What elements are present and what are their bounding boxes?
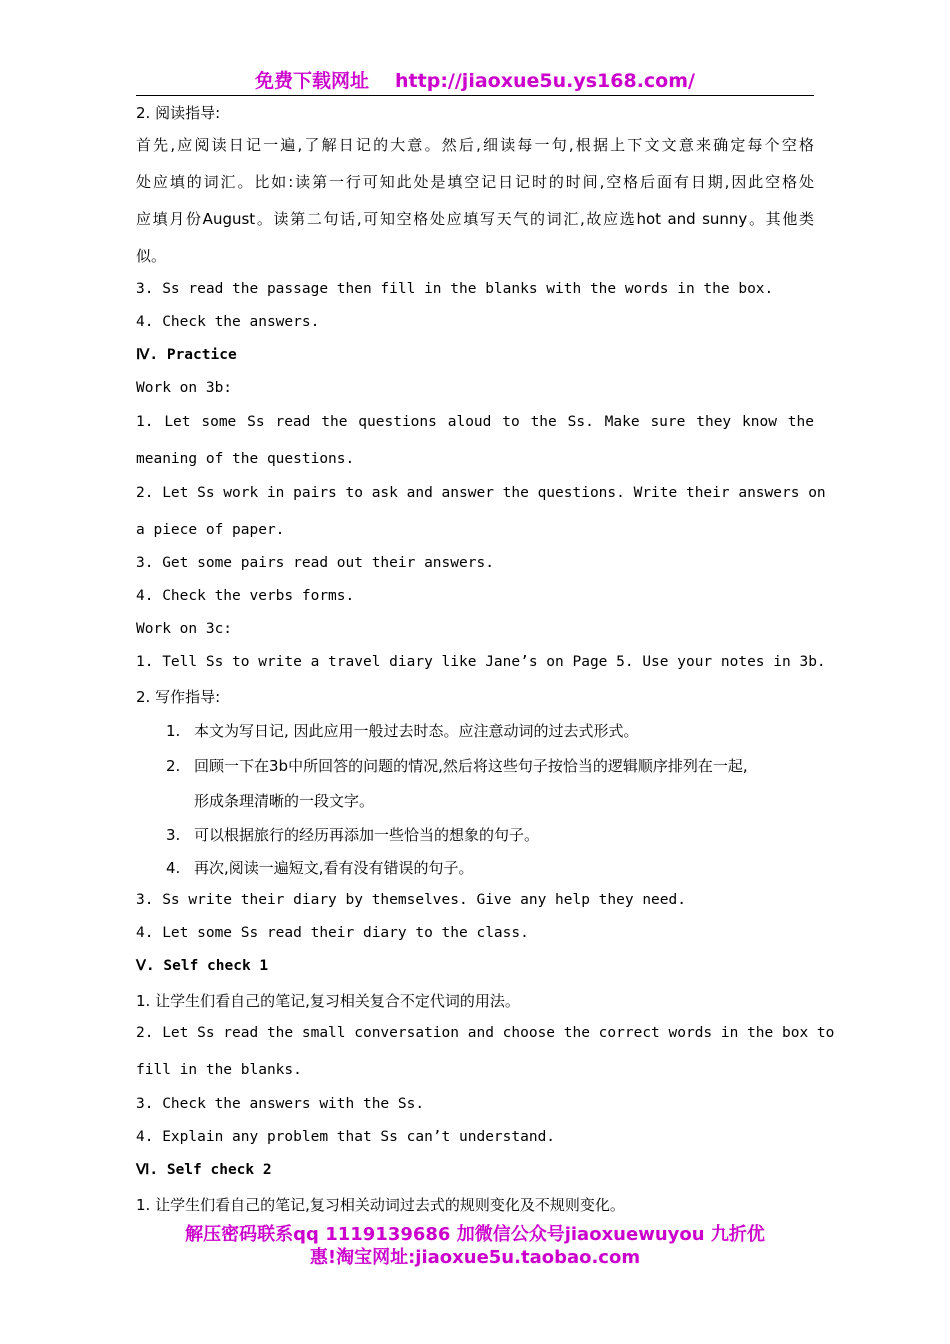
writing-guide-title: 2. 写作指导: bbox=[136, 688, 221, 706]
step-line: 1. 让学生们看自己的笔记,复习相关复合不定代词的用法。 bbox=[136, 992, 520, 1010]
section-heading-self-check-2: Ⅵ. Self check 2 bbox=[136, 1162, 272, 1178]
paragraph-line: 处应填的词汇。比如:读第一行可知此处是填空记日记时的时间,空格后面有日期,因此空格处 bbox=[136, 173, 814, 191]
step-line: 4. Let some Ss read their diary to the class. bbox=[136, 925, 529, 941]
step-line: 4. Check the answers. bbox=[136, 314, 320, 330]
step-line: 1. Let some Ss read the questions aloud to the Ss. Make sure they know the bbox=[136, 414, 814, 430]
header-label: 免费下载网址 bbox=[255, 70, 370, 92]
paragraph-line: 似。 bbox=[136, 247, 167, 265]
footer-line-2: 惠!淘宝网址:jiaoxue5u.taobao.com bbox=[309, 1247, 641, 1268]
step-line: 4. Explain any problem that Ss can’t understand. bbox=[136, 1129, 556, 1145]
step-line: 2. Let Ss work in pairs to ask and answer the questions. Write their answers on bbox=[136, 485, 826, 501]
step-line: 3. Ss read the passage then fill in the blanks with the words in the box. bbox=[136, 281, 774, 297]
footer-line-1: 解压密码联系qq 1119139686 加微信公众号jiaoxuewuyou 九折优 bbox=[185, 1224, 765, 1245]
step-line: 1. Tell Ss to write a travel diary like Jane’s on Page 5. Use your notes in 3b. bbox=[136, 654, 826, 670]
step-line: fill in the blanks. bbox=[136, 1062, 302, 1078]
header-url[interactable]: http://jiaoxue5u.ys168.com/ bbox=[395, 70, 695, 92]
step-line: meaning of the questions. bbox=[136, 451, 355, 467]
step-line: 3. Check the answers with the Ss. bbox=[136, 1096, 425, 1112]
reading-guide-title: 2. 阅读指导: bbox=[136, 104, 221, 122]
writing-guide-item: 4. 再次,阅读一遍短文,看有没有错误的句子。 bbox=[166, 859, 474, 877]
step-line: 2. Let Ss read the small conversation and choose the correct words in the box to bbox=[136, 1025, 835, 1041]
subheading-3c: Work on 3c: bbox=[136, 621, 233, 637]
step-line: 4. Check the verbs forms. bbox=[136, 588, 355, 604]
writing-guide-item: 2. 回顾一下在3b中所回答的问题的情况,然后将这些句子按恰当的逻辑顺序排列在一起, bbox=[166, 757, 748, 775]
writing-guide-item: 3. 可以根据旅行的经历再添加一些恰当的想象的句子。 bbox=[166, 826, 540, 844]
section-heading-practice: Ⅳ. Practice bbox=[136, 347, 237, 363]
paragraph-line: 应填月份August。读第二句话,可知空格处应填写天气的词汇,故应选hot and sunny。其他类 bbox=[136, 210, 814, 228]
page-header bbox=[136, 66, 814, 93]
header-divider bbox=[136, 95, 814, 96]
subheading-3b: Work on 3b: bbox=[136, 380, 233, 396]
step-line: 1. 让学生们看自己的笔记,复习相关动词过去式的规则变化及不规则变化。 bbox=[136, 1196, 625, 1214]
section-heading-self-check-1: Ⅴ. Self check 1 bbox=[136, 958, 269, 974]
writing-guide-item-continued: 形成条理清晰的一段文字。 bbox=[194, 792, 375, 810]
step-line: 3. Ss write their diary by themselves. Give any help they need. bbox=[136, 892, 686, 908]
step-line: 3. Get some pairs read out their answers. bbox=[136, 555, 494, 571]
writing-guide-item: 1. 本文为写日记, 因此应用一般过去时态。应注意动词的过去式形式。 bbox=[166, 722, 639, 740]
paragraph-line: 首先,应阅读日记一遍,了解日记的大意。然后,细读每一句,根据上下文文意来确定每个空格 bbox=[136, 136, 814, 154]
step-line: a piece of paper. bbox=[136, 522, 285, 538]
